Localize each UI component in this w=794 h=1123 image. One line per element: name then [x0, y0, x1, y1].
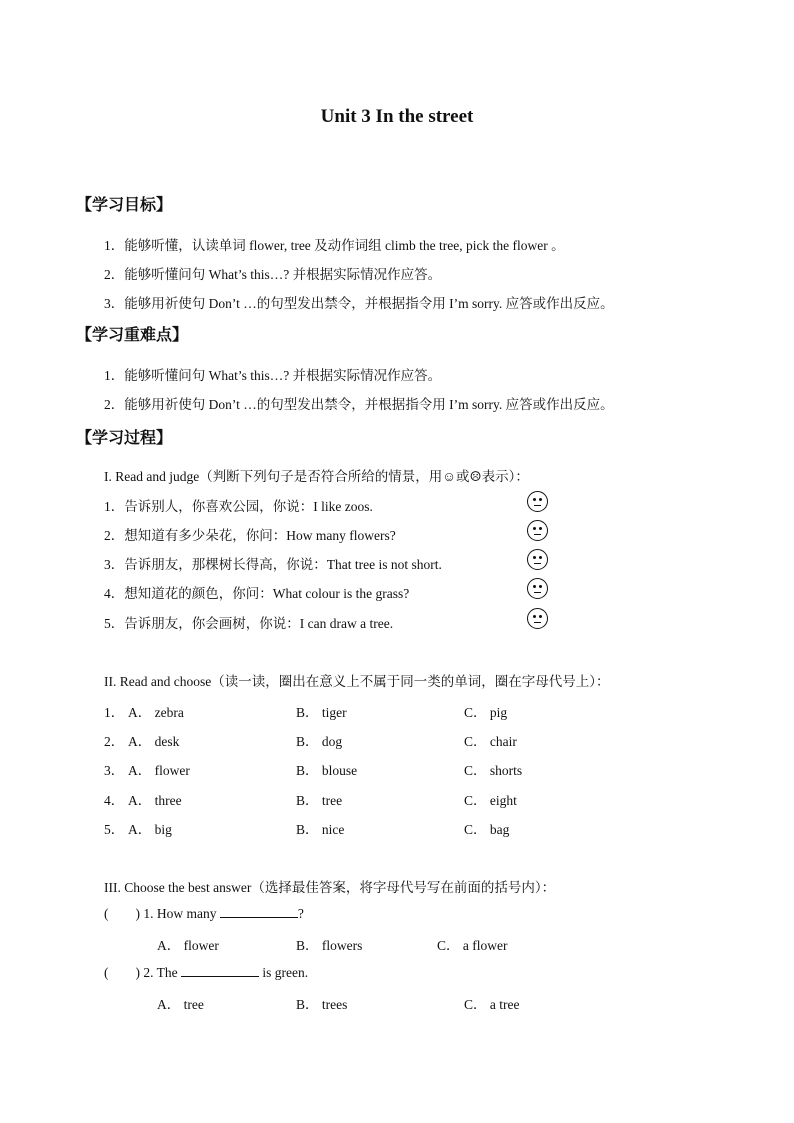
option-a[interactable]: A． flower: [128, 763, 190, 778]
option-a[interactable]: A． big: [128, 822, 172, 837]
judge-item: 4．想知道花的颜色，你问：What colour is the grass?: [104, 586, 410, 601]
choice-number: 4．: [104, 793, 125, 808]
option-b[interactable]: B． blouse: [296, 763, 358, 778]
question-1: [104, 905, 304, 922]
option-b[interactable]: B． trees: [296, 997, 348, 1012]
neutral-face-icon[interactable]: [527, 549, 548, 570]
fill-blank[interactable]: [220, 905, 298, 918]
page-title: Unit 3 In the street: [320, 106, 474, 127]
key-point-item: 2．能够用祈使句 Don’t …的句型发出禁令，并根据指令用 I’m sorry. 应答或作出反应。: [104, 397, 614, 412]
option-b[interactable]: B． tiger: [296, 705, 347, 720]
neutral-face-icon[interactable]: [527, 491, 548, 512]
question-stem-end: ?: [297, 906, 304, 921]
part3-instruction: III. Choose the best answer（选择最佳答案，将字母代号写在前面的括号内）：: [104, 880, 556, 895]
neutral-face-icon[interactable]: [527, 520, 548, 541]
part1-instruction: I. Read and judge（判断下列句子是否符合所给的情景，用☺或☹表示）：: [104, 469, 529, 484]
option-c[interactable]: C． a tree: [464, 997, 520, 1012]
choice-number: 3．: [104, 763, 125, 778]
goals-heading: 【学习目标】: [76, 197, 173, 214]
neutral-face-icon[interactable]: [527, 608, 548, 629]
option-c[interactable]: C． chair: [464, 734, 517, 749]
judge-item: 5．告诉朋友，你会画树，你说：I can draw a tree.: [104, 616, 394, 631]
option-c[interactable]: C． pig: [464, 705, 508, 720]
option-b[interactable]: B． dog: [296, 734, 343, 749]
choice-number: 5．: [104, 822, 125, 837]
question-stem-end: is green.: [262, 965, 309, 980]
option-c[interactable]: C． shorts: [464, 763, 523, 778]
option-a[interactable]: A． zebra: [128, 705, 184, 720]
question-2: [104, 964, 308, 981]
question-stem: How many: [156, 906, 217, 921]
option-a[interactable]: A． three: [128, 793, 182, 808]
fill-blank[interactable]: [181, 964, 259, 977]
key-point-item: 1．能够听懂问句 What’s this…? 并根据实际情况作应答。: [104, 368, 442, 383]
key-points-heading: 【学习重难点】: [76, 327, 189, 344]
goal-item: 3．能够用祈使句 Don’t …的句型发出禁令，并根据指令用 I’m sorry. 应答或作出反应。: [104, 296, 614, 311]
option-b[interactable]: B． flowers: [296, 938, 363, 953]
judge-item: 1．告诉别人，你喜欢公园，你说：I like zoos.: [104, 499, 373, 514]
option-c[interactable]: C． eight: [464, 793, 517, 808]
option-c[interactable]: C． a flower: [437, 938, 508, 953]
process-heading: 【学习过程】: [76, 430, 173, 447]
option-a[interactable]: A． flower: [157, 938, 219, 953]
option-a[interactable]: A． tree: [157, 997, 204, 1012]
question-stem: The: [156, 965, 178, 980]
goal-item: 2．能够听懂问句 What’s this…? 并根据实际情况作应答。: [104, 267, 442, 282]
judge-item: 3．告诉朋友，那棵树长得高，你说：That tree is not short.: [104, 557, 442, 572]
answer-paren[interactable]: ( ) 1.: [104, 906, 154, 921]
part2-instruction: II. Read and choose（读一读，圈出在意义上不属于同一类的单词，圈在字母代号上）：: [104, 674, 610, 689]
option-b[interactable]: B． nice: [296, 822, 345, 837]
answer-paren[interactable]: ( ) 2.: [104, 965, 154, 980]
option-c[interactable]: C． bag: [464, 822, 510, 837]
judge-item: 2．想知道有多少朵花，你问：How many flowers?: [104, 528, 396, 543]
option-a[interactable]: A． desk: [128, 734, 180, 749]
goal-item: 1．能够听懂，认读单词 flower, tree 及动作词组 climb the tree, pick the flower 。: [104, 238, 565, 253]
choice-number: 2．: [104, 734, 125, 749]
neutral-face-icon[interactable]: [527, 578, 548, 599]
option-b[interactable]: B． tree: [296, 793, 343, 808]
choice-number: 1．: [104, 705, 125, 720]
